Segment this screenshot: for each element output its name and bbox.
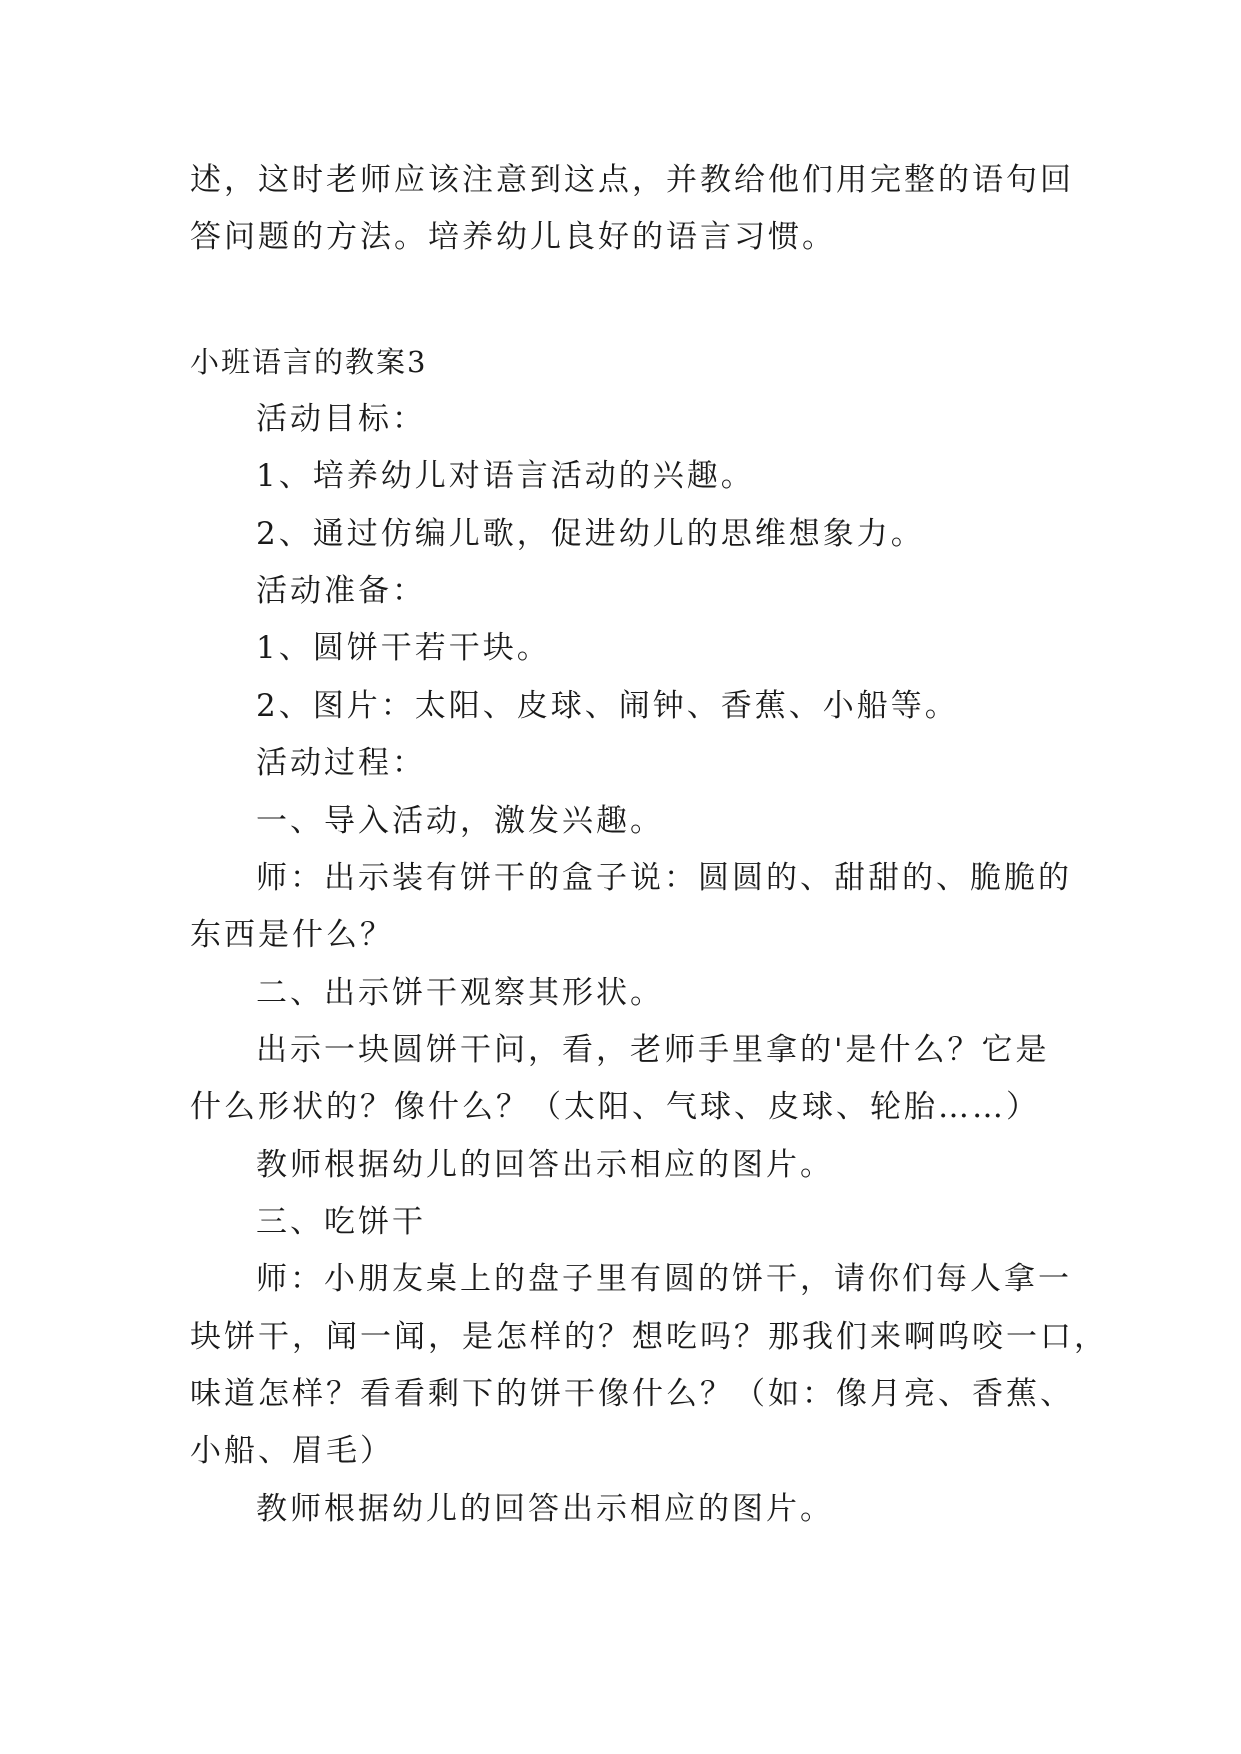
paragraph-line: 答问题的方法。培养幼儿良好的语言习惯。: [190, 219, 836, 255]
paragraph-line: 块饼干，闻一闻，是怎样的？想吃吗？那我们来啊呜咬一口，: [190, 1319, 1108, 1355]
list-item: 2、图片：太阳、皮球、闹钟、香蕉、小船等。: [256, 688, 959, 724]
paragraph-line: 什么形状的？像什么？（太阳、气球、皮球、轮胎……）: [190, 1089, 1040, 1125]
list-item: 2、通过仿编儿歌，促进幼儿的思维想象力。: [256, 516, 925, 552]
paragraph-line: 师：小朋友桌上的盘子里有圆的饼干，请你们每人拿一: [256, 1261, 1072, 1297]
subheading-activity-prep: 活动准备：: [256, 573, 426, 609]
paragraph-line: 出示一块圆饼干问，看，老师手里拿的'是什么？它是: [256, 1032, 1050, 1068]
list-item: 1、培养幼儿对语言活动的兴趣。: [256, 458, 755, 494]
step-heading: 一、导入活动，激发兴趣。: [256, 803, 664, 839]
step-heading: 二、出示饼干观察其形状。: [256, 975, 664, 1011]
paragraph-line: 师：出示装有饼干的盒子说：圆圆的、甜甜的、脆脆的: [256, 860, 1072, 896]
paragraph-line: 味道怎样？看看剩下的饼干像什么？（如：像月亮、香蕉、: [190, 1376, 1074, 1412]
paragraph-line: 教师根据幼儿的回答出示相应的图片。: [256, 1491, 834, 1527]
step-heading: 三、吃饼干: [256, 1204, 426, 1240]
paragraph-line: 述，这时老师应该注意到这点，并教给他们用完整的语句回: [190, 162, 1074, 198]
paragraph-line: 教师根据幼儿的回答出示相应的图片。: [256, 1147, 834, 1183]
section-title: 小班语言的教案3: [190, 345, 428, 379]
subheading-activity-process: 活动过程：: [256, 745, 426, 781]
paragraph-line: 小船、眉毛）: [190, 1433, 394, 1469]
subheading-activity-goals: 活动目标：: [256, 401, 426, 437]
paragraph-line: 东西是什么？: [190, 917, 394, 953]
list-item: 1、圆饼干若干块。: [256, 630, 551, 666]
